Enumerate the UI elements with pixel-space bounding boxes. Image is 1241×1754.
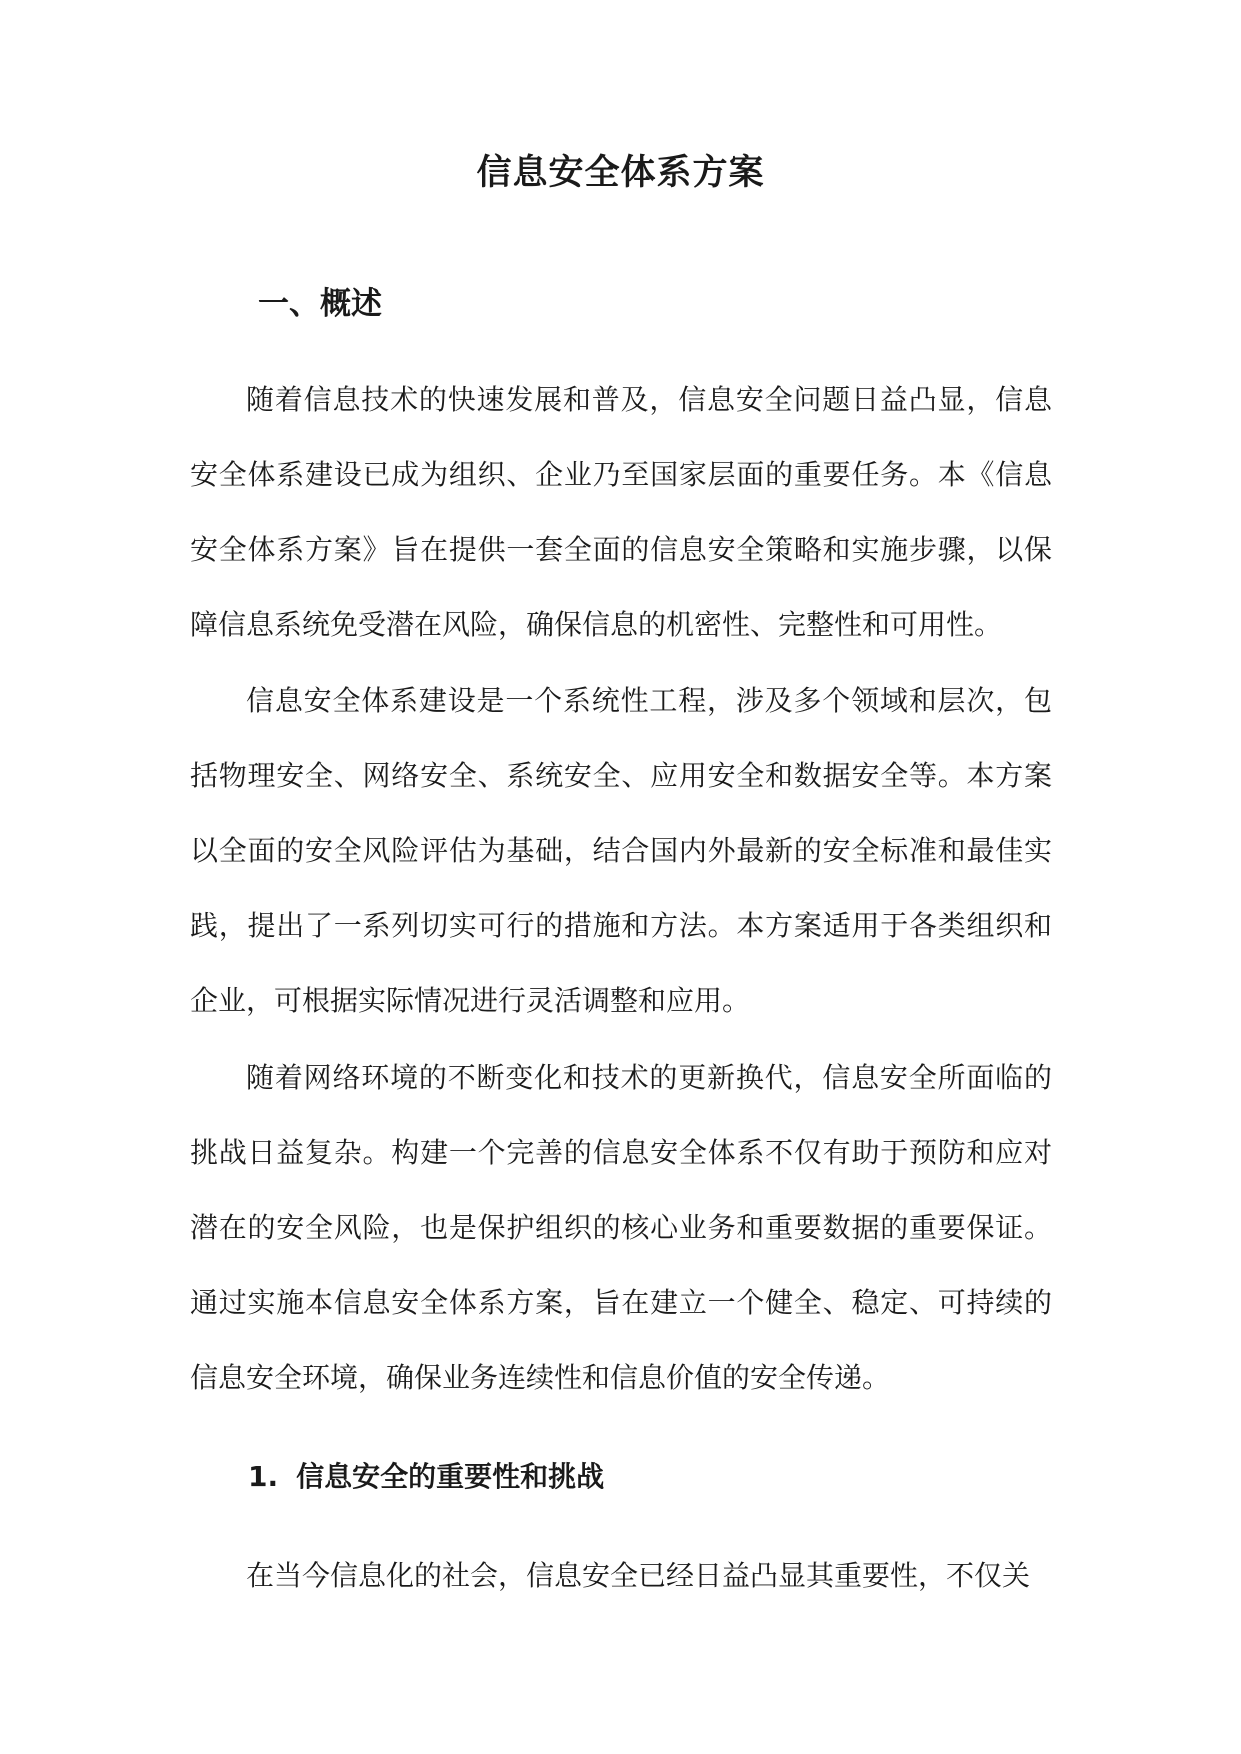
- paragraph: 随着信息技术的快速发展和普及，信息安全问题日益凸显，信息安全体系建设已成为组织、企业乃至国家层面的重要任务。本《信息安全体系方案》旨在提供一套全面的信息安全策略和实施步骤，以保障信息系统免受潜在风险，确保信息的机密性、完整性和可用性。: [190, 383, 1052, 641]
- paragraph: 随着网络环境的不断变化和技术的更新换代，信息安全所面临的挑战日益复杂。构建一个完善的信息安全体系不仅有助于预防和应对潜在的安全风险，也是保护组织的核心业务和重要数据的重要保证。通过实施本信息安全体系方案，旨在建立一个健全、稳定、可持续的信息安全环境，确保业务连续性和信息价值的安全传递。: [190, 1061, 1052, 1394]
- subsection-title: 信息安全的重要性和挑战: [296, 1460, 605, 1493]
- subsection-number: 1.: [248, 1460, 279, 1493]
- subsection-paragraph: 在当今信息化的社会，信息安全已经日益凸显其重要性，不仅关: [246, 1559, 1031, 1592]
- section-heading-overview: 一、概述: [258, 286, 382, 322]
- subsection-heading: [248, 1455, 604, 1499]
- paragraph: 信息安全体系建设是一个系统性工程，涉及多个领域和层次，包括物理安全、网络安全、系统安全、应用安全和数据安全等。本方案以全面的安全风险评估为基础，结合国内外最新的安全标准和最佳实践，提出了一系列切实可行的措施和方法。本方案适用于各类组织和企业，可根据实际情况进行灵活调整和应用。: [190, 684, 1052, 1017]
- document-title: 信息安全体系方案: [476, 153, 765, 193]
